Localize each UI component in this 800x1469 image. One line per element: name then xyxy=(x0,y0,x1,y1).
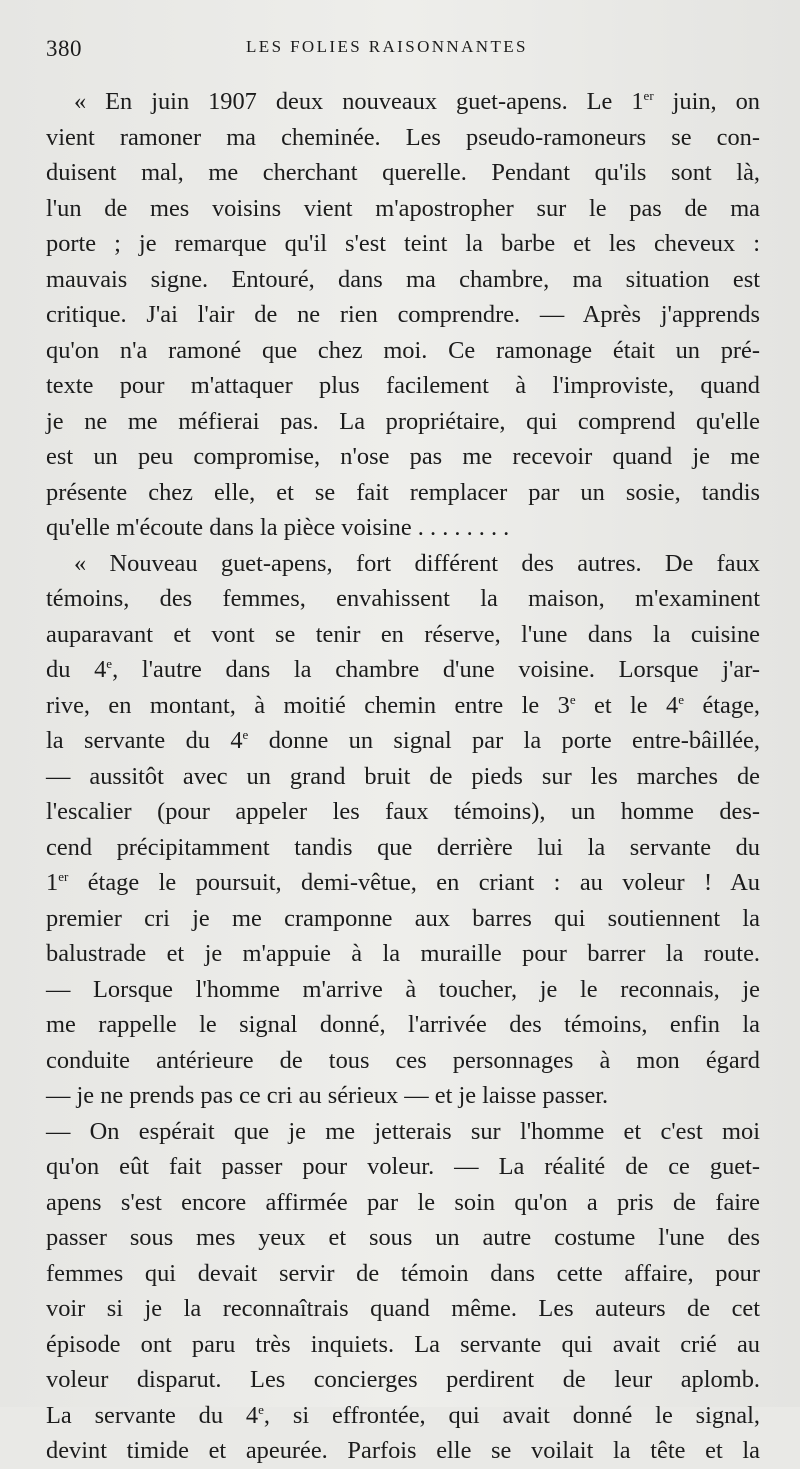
text-run: épisode ont paru très inquiets. La servante qui avait crié au xyxy=(46,1330,760,1358)
text-line xyxy=(46,652,760,688)
text-line xyxy=(46,191,760,227)
text-line xyxy=(46,581,760,617)
text-line xyxy=(46,1043,760,1079)
text-line xyxy=(46,972,760,1008)
text-line xyxy=(46,1433,760,1469)
text-line xyxy=(46,84,760,120)
superscript: e xyxy=(258,1401,264,1417)
text-run: rive, en montant, à moitié chemin entre le 3 xyxy=(46,691,570,719)
text-line xyxy=(46,1220,760,1256)
text-line xyxy=(46,1362,760,1398)
text-line xyxy=(46,1149,760,1185)
text-run: passer sous mes yeux et sous un autre costume l'une des xyxy=(46,1224,760,1251)
text-run: qu'on eût fait passer pour voleur. — La réalité de ce guet- xyxy=(46,1153,760,1180)
text-run: qu'on n'a ramoné que chez moi. Ce ramonage était un pré- xyxy=(46,336,760,364)
text-line xyxy=(46,510,760,546)
text-run: 1 xyxy=(46,869,59,896)
text-run: femmes qui devait servir de témoin dans cette affaire, pour xyxy=(46,1259,760,1287)
text-run: critique. J'ai l'air de ne rien comprendre. — Après j'apprends xyxy=(46,301,760,328)
text-line xyxy=(46,1007,760,1043)
text-line xyxy=(46,475,760,511)
text-run: la servante du 4 xyxy=(46,727,243,754)
text-run: étage, xyxy=(684,691,760,719)
text-run: me rappelle le signal donné, l'arrivée des témoins, enfin la xyxy=(46,1011,760,1038)
superscript: e xyxy=(242,727,249,742)
text-run: donne un signal par la porte entre-bâillée, xyxy=(248,727,760,754)
text-run: vient ramoner ma cheminée. Les pseudo-ramoneurs se con- xyxy=(46,123,760,151)
text-run: l'escalier (pour appeler les faux témoins), un homme des- xyxy=(46,798,760,825)
text-line xyxy=(46,794,760,830)
text-run: l'un de mes voisins vient m'apostropher sur le pas de ma xyxy=(46,194,760,222)
text-line xyxy=(46,1256,760,1292)
text-line xyxy=(46,155,760,191)
text-run: — aussitôt avec un grand bruit de pieds sur les marches de xyxy=(46,762,760,790)
text-run: devint timide et apeurée. Parfois elle se voilait la tête et la xyxy=(46,1437,760,1464)
text-run: apens s'est encore affirmée par le soin qu'on a pris de faire xyxy=(46,1188,760,1216)
text-run: conduite antérieure de tous ces personnages à mon égard xyxy=(46,1046,760,1074)
text-line xyxy=(46,936,760,972)
text-run: auparavant et vont se tenir en réserve, l'une dans la cuisine xyxy=(46,620,760,648)
text-run: — Lorsque l'homme m'arrive à toucher, je le reconnais, je xyxy=(46,975,760,1003)
text-run: « En juin 1907 deux nouveaux guet-apens. Le 1 xyxy=(74,88,644,115)
text-run: mauvais signe. Entouré, dans ma chambre, ma situation est xyxy=(46,265,760,293)
text-run: La servante du 4 xyxy=(46,1401,259,1429)
superscript: e xyxy=(569,691,576,707)
text-run: premier cri je me cramponne aux barres qui soutiennent la xyxy=(46,904,760,932)
text-line xyxy=(46,262,760,298)
running-title: LES FOLIES RAISONNANTES xyxy=(246,37,528,56)
text-run: duisent mal, me cherchant querelle. Pendant qu'ils sont là, xyxy=(46,159,760,186)
text-run: texte pour m'attaquer plus facilement à l'improviste, quand xyxy=(46,372,760,399)
text-run: présente chez elle, et se fait remplacer par un sosie, tandis xyxy=(46,478,760,506)
text-line xyxy=(46,1078,760,1114)
text-run: — On espérait que je me jetterais sur l'homme et c'est moi xyxy=(46,1117,760,1145)
text-line xyxy=(46,368,760,404)
superscript: er xyxy=(643,88,654,103)
text-run: voleur disparut. Les concierges perdirent de leur aplomb. xyxy=(46,1366,760,1393)
page-number: 380 xyxy=(46,36,82,61)
text-run: étage le poursuit, demi-vêtue, en criant : au voleur ! Au xyxy=(68,869,760,896)
text-line xyxy=(46,830,760,866)
text-run: cend précipitamment tandis que derrière lui la servante du xyxy=(46,833,760,861)
text-run: porte ; je remarque qu'il s'est teint la barbe et les cheveux : xyxy=(46,230,760,257)
superscript: e xyxy=(678,691,685,707)
text-line xyxy=(46,723,760,759)
text-line xyxy=(46,759,760,795)
text-line xyxy=(46,1114,760,1150)
body-text xyxy=(46,84,760,1469)
text-run: « Nouveau guet-apens, fort différent des autres. De faux xyxy=(74,549,760,577)
text-line xyxy=(46,901,760,937)
page-header xyxy=(46,36,756,66)
text-line xyxy=(46,1291,760,1327)
text-run: est un peu compromise, n'ose pas me recevoir quand je me xyxy=(46,443,760,470)
text-run: du 4 xyxy=(46,656,107,683)
text-line xyxy=(46,333,760,369)
superscript: e xyxy=(106,656,113,671)
text-run: balustrade et je m'appuie à la muraille pour barrer la route. xyxy=(46,940,760,967)
text-line xyxy=(46,1185,760,1221)
text-line xyxy=(46,688,760,724)
superscript: er xyxy=(58,869,69,884)
text-line xyxy=(46,120,760,156)
text-run: — je ne prends pas ce cri au sérieux — et je laisse passer. xyxy=(46,1082,609,1109)
text-run: , si effrontée, qui avait donné le signal, xyxy=(263,1401,760,1429)
text-run: je ne me méfierai pas. La propriétaire, qui comprend qu'elle xyxy=(46,407,760,435)
text-run: qu'elle m'écoute dans la pièce voisine . . . . . . . . xyxy=(46,514,510,541)
text-run: témoins, des femmes, envahissent la maison, m'examinent xyxy=(46,585,760,612)
text-line xyxy=(46,297,760,333)
text-line xyxy=(46,617,760,653)
text-line xyxy=(46,1327,760,1363)
text-line xyxy=(46,1398,760,1434)
text-line xyxy=(46,404,760,440)
text-line xyxy=(46,546,760,582)
text-line xyxy=(46,226,760,262)
text-line xyxy=(46,439,760,475)
text-run: juin, on xyxy=(653,88,760,115)
text-line xyxy=(46,865,760,901)
text-run: , l'autre dans la chambre d'une voisine. Lorsque j'ar- xyxy=(112,656,761,683)
text-run: voir si je la reconnaîtrais quand même. Les auteurs de cet xyxy=(46,1295,760,1322)
text-run: et le 4 xyxy=(575,691,679,719)
